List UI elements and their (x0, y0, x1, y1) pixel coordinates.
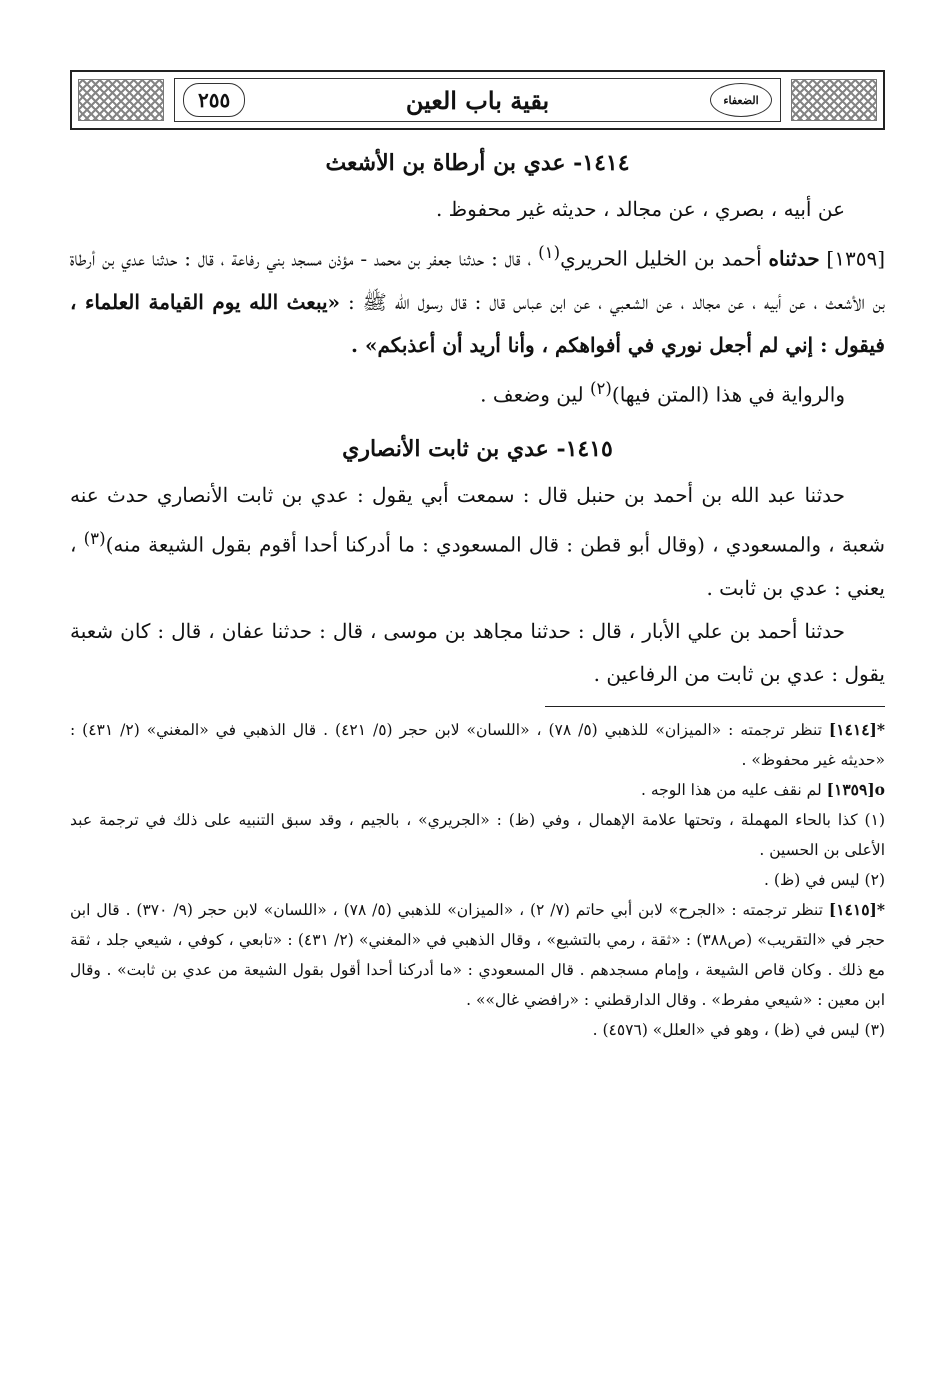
remark-text-2: لين وضعف . (480, 382, 584, 407)
entry-1414-intro: عن أبيه ، بصري ، عن مجالد ، حديثه غير محفوظ . (435, 197, 845, 221)
hadith-number: [١٣٥٩] (826, 246, 886, 271)
entry-1415-para-2: حدثنا أحمد بن علي الأبار ، قال : حدثنا مجاهد بن موسى ، قال : حدثنا عفان ، قال : كان شعبة يقول : عدي بن ثابت من الرفاعين . (70, 618, 885, 686)
para-1-text-b: ، يعني : عدي بن ثابت . (70, 532, 885, 600)
footnote-separator (545, 706, 885, 707)
footnote-ref-2: (٢) (589, 378, 612, 398)
seal-emblem: الضعفاء (710, 83, 772, 117)
entry-1414-remark (70, 367, 885, 417)
para-1-text-a: حدثنا عبد الله بن أحمد بن حنبل قال : سمعت أبي يقول : عدي بن ثابت الأنصاري حدث عنه شعبة ، والمسعودي ، (وقال أبو قطن : قال المسعودي : ما أدركنا أحدا أقوم بقول الشيعة منه) (70, 483, 885, 557)
ornament-left (78, 79, 164, 121)
hadith-text-2: ، قال : حدثنا جعفر بن محمد - مؤذن مسجد بني رفاعة ، قال : حدثنا عدي بن أرطاة بن الأشعث ، عن أبيه ، عن مجالد ، عن الشعبي ، عن ابن عباس قال : قال رسول الله ﷺ : (70, 246, 886, 314)
footnote-1415-tag: *[١٤١٥] (828, 899, 885, 919)
hadith-1359 (70, 231, 885, 367)
hadith-opening: حدثناه (768, 246, 820, 271)
entry-1414-heading: ١٤١٤- عدي بن أرطاة بن الأشعث (325, 150, 630, 176)
entry-1415-para-1 (70, 474, 885, 610)
footnote-ref-1: (١) (538, 243, 561, 262)
footnote-1414-tag: *[١٤١٤] (828, 719, 885, 739)
footnote-1359-text: لم نقف عليه من هذا الوجه . (640, 780, 822, 799)
running-title: بقية باب العين (405, 85, 550, 115)
book-page (70, 70, 885, 1045)
footnote-1415-text: تنظر ترجمته : «الجرح» لابن أبي حاتم (٧/ ٢) ، «الميزان» للذهبي (٥/ ٧٨) ، «اللسان» لابن حجر (٩/ ٣٧٠) . قال ابن حجر في «التقريب» (ص٣٨٨) : «ثقة ، رمي بالتشيع» ، وقال الذهبي في «المغني» (٢/ ٤٣١) : «تابعي ، كوفي ، شيعي جلد ، ثقة مع ذلك . وكان قاص الشيعة ، وإمام مسجدهم . قال المسعودي : «ما أدركنا أحدا أقول بقول الشيعة من عدي بن ثابت» . وقال ابن معين : «شيعي مفرط» . وقال الدارقطني : «رافضي غال»» . (70, 900, 885, 1009)
hadith-matn: «يبعث الله يوم القيامة العلماء ، فيقول : إني لم أجعل نوري في أفواهكم ، وأنا أريد أن أعذبكم» . (70, 289, 885, 357)
page-number: ٢٥٥ (183, 83, 245, 117)
page-header (70, 70, 885, 130)
footnote-1359 (70, 775, 885, 805)
footnote-1415 (70, 895, 885, 1015)
header-frame (174, 78, 781, 122)
footnote-3: (٣) ليس في (ظ) ، وهو في «العلل» (٤٥٧٦) . (592, 1020, 885, 1039)
footnote-1: (١) كذا بالحاء المهملة ، وتحتها علامة الإهمال ، وفي (ظ) : «الجريري» ، بالجيم ، وقد سبق التنبيه على ذلك في ترجمة عبد الأعلى بن الحسين . (70, 810, 885, 859)
hadith-text-1: أحمد بن الخليل الحريري (560, 246, 762, 271)
footnote-1414 (70, 715, 885, 775)
footnote-ref-3: (٣) (83, 529, 106, 549)
ornament-right (791, 79, 877, 121)
entry-1415-heading: ١٤١٥- عدي بن ثابت الأنصاري (342, 436, 613, 463)
remark-text-1: والرواية في هذا (المتن فيها) (611, 382, 845, 407)
footnote-1359-tag: o[١٣٥٩] (826, 779, 885, 799)
footnote-1414-text: تنظر ترجمته : «الميزان» للذهبي (٥/ ٧٨) ، «اللسان» لابن حجر (٥/ ٤٢١) . قال الذهبي في «المغني» (٢/ ٤٣١) : «حديثه غير محفوظ» . (70, 720, 885, 769)
footnote-2: (٢) ليس في (ظ) . (764, 870, 885, 889)
